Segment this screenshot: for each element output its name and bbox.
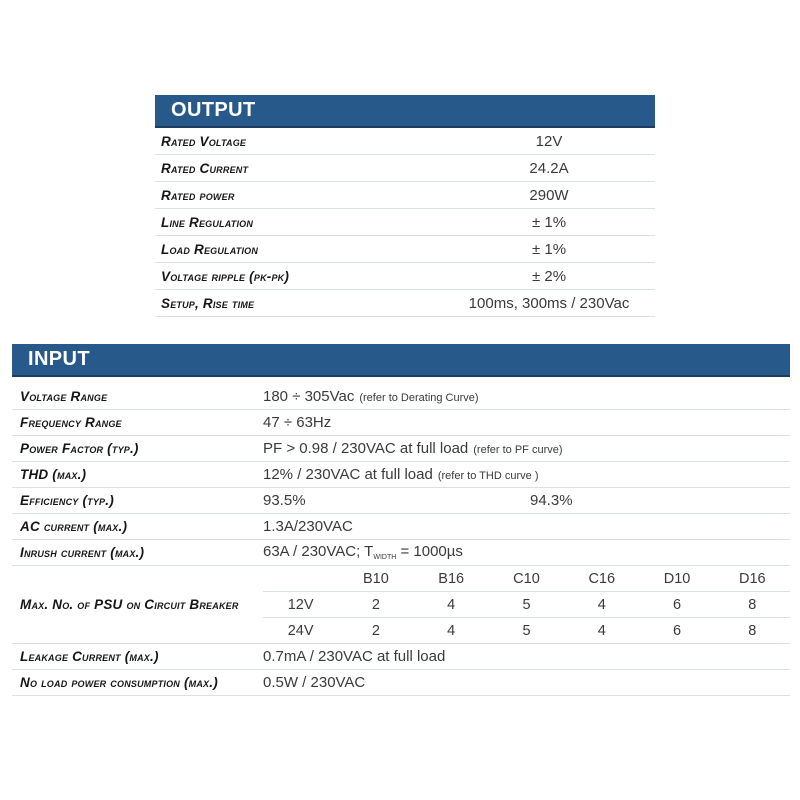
spec-label: Inrush current (max.) [20, 545, 145, 560]
breaker-row-12v [263, 592, 790, 618]
spec-label: Power Factor (typ.) [20, 441, 139, 456]
spec-label: Setup, Rise time [161, 295, 255, 311]
row-rated-current [155, 155, 655, 182]
output-spec-table [155, 128, 655, 317]
spec-label: THD (max.) [20, 467, 87, 482]
spec-label: Load Regulation [161, 241, 259, 257]
spec-value: 12% / 230VAC at full load [263, 466, 433, 483]
spec-value: 100ms, 300ms / 230Vac [468, 294, 630, 312]
output-section-title: OUTPUT [171, 99, 256, 121]
breaker-column-header: D10 [663, 570, 691, 587]
breaker-cell: 2 [371, 622, 380, 639]
row-power-factor [12, 436, 790, 462]
spec-value: 93.5% [263, 492, 306, 509]
input-section [12, 344, 790, 696]
row-line-regulation [155, 209, 655, 236]
breaker-row-name: 12V [287, 596, 314, 613]
output-section-header [155, 95, 655, 128]
row-voltage-range [12, 384, 790, 410]
row-frequency-range [12, 410, 790, 436]
breaker-row-24v [263, 618, 790, 643]
row-thd [12, 462, 790, 488]
breaker-column-header: D16 [739, 570, 766, 587]
spec-label: Efficiency (typ.) [20, 493, 114, 508]
spec-label: Rated Current [161, 160, 249, 176]
spec-value: ± 1% [531, 240, 567, 258]
spec-label: Voltage ripple (pk-pk) [161, 268, 290, 284]
spec-value: PF > 0.98 / 230VAC at full load [263, 440, 469, 457]
row-setup-rise-time [155, 290, 655, 317]
row-inrush-current [12, 540, 790, 566]
input-spec-table [12, 384, 790, 696]
spec-value: 0.7mA / 230VAC at full load [263, 648, 446, 665]
spec-value: 180 ÷ 305Vac [263, 388, 355, 405]
spec-note: (refer to THD curve ) [437, 470, 539, 482]
row-ac-current [12, 514, 790, 540]
spec-value: 24.2A [529, 159, 569, 177]
breaker-cell: 5 [522, 622, 531, 639]
breaker-header-row [263, 566, 790, 592]
breaker-cell: 4 [597, 596, 606, 613]
circuit-breaker-table [12, 566, 790, 644]
input-section-header [12, 344, 790, 377]
spec-label: AC current (max.) [20, 519, 128, 534]
breaker-row-name: 24V [287, 622, 314, 639]
spec-value: 1.3A/230VAC [263, 518, 353, 535]
row-rated-voltage [155, 128, 655, 155]
spec-value: = 1000µs [396, 543, 463, 560]
spec-label: Frequency Range [20, 415, 122, 430]
spec-note: (refer to PF curve) [473, 444, 563, 456]
output-section [155, 95, 655, 317]
breaker-cell: 8 [748, 596, 757, 613]
row-rated-power [155, 182, 655, 209]
spec-label: No load power consumption (max.) [20, 675, 218, 690]
spec-label: Line Regulation [161, 214, 254, 230]
breaker-cell: 5 [522, 596, 531, 613]
spec-value: 290W [529, 186, 569, 204]
breaker-cell: 4 [447, 622, 456, 639]
spec-label: Rated power [161, 187, 235, 203]
breaker-column-header: C16 [588, 570, 616, 587]
breaker-cell: 6 [673, 622, 682, 639]
input-section-title: INPUT [28, 348, 90, 370]
breaker-column-header: B10 [363, 570, 389, 587]
breaker-column-header: B16 [438, 570, 465, 587]
spec-value-secondary: 94.3% [530, 492, 573, 509]
row-leakage-current [12, 644, 790, 670]
breaker-cell: 2 [371, 596, 380, 613]
row-load-regulation [155, 236, 655, 263]
breaker-column-header: C10 [513, 570, 540, 587]
spec-value: ± 1% [531, 213, 567, 231]
spec-value: 12V [535, 132, 563, 150]
breaker-cell: 4 [447, 596, 456, 613]
spec-value: 47 ÷ 63Hz [263, 414, 332, 431]
spec-value: 0.5W / 230VAC [263, 674, 366, 691]
breaker-cell: 6 [673, 596, 682, 613]
row-efficiency [12, 488, 790, 514]
spec-label: Max. No. of PSU on Circuit Breaker [20, 597, 239, 612]
spec-note: (refer to Derating Curve) [359, 392, 479, 404]
spec-value: 63A / 230VAC; T [263, 543, 374, 560]
row-no-load-power [12, 670, 790, 696]
spec-label: Leakage Current (max.) [20, 649, 159, 664]
spec-label: Rated Voltage [161, 133, 247, 149]
row-voltage-ripple [155, 263, 655, 290]
spec-label: Voltage Range [20, 389, 108, 404]
breaker-cell: 8 [748, 622, 757, 639]
breaker-cell: 4 [597, 622, 606, 639]
spec-value: ± 2% [531, 267, 567, 285]
spec-value-subscript: width [373, 551, 397, 562]
